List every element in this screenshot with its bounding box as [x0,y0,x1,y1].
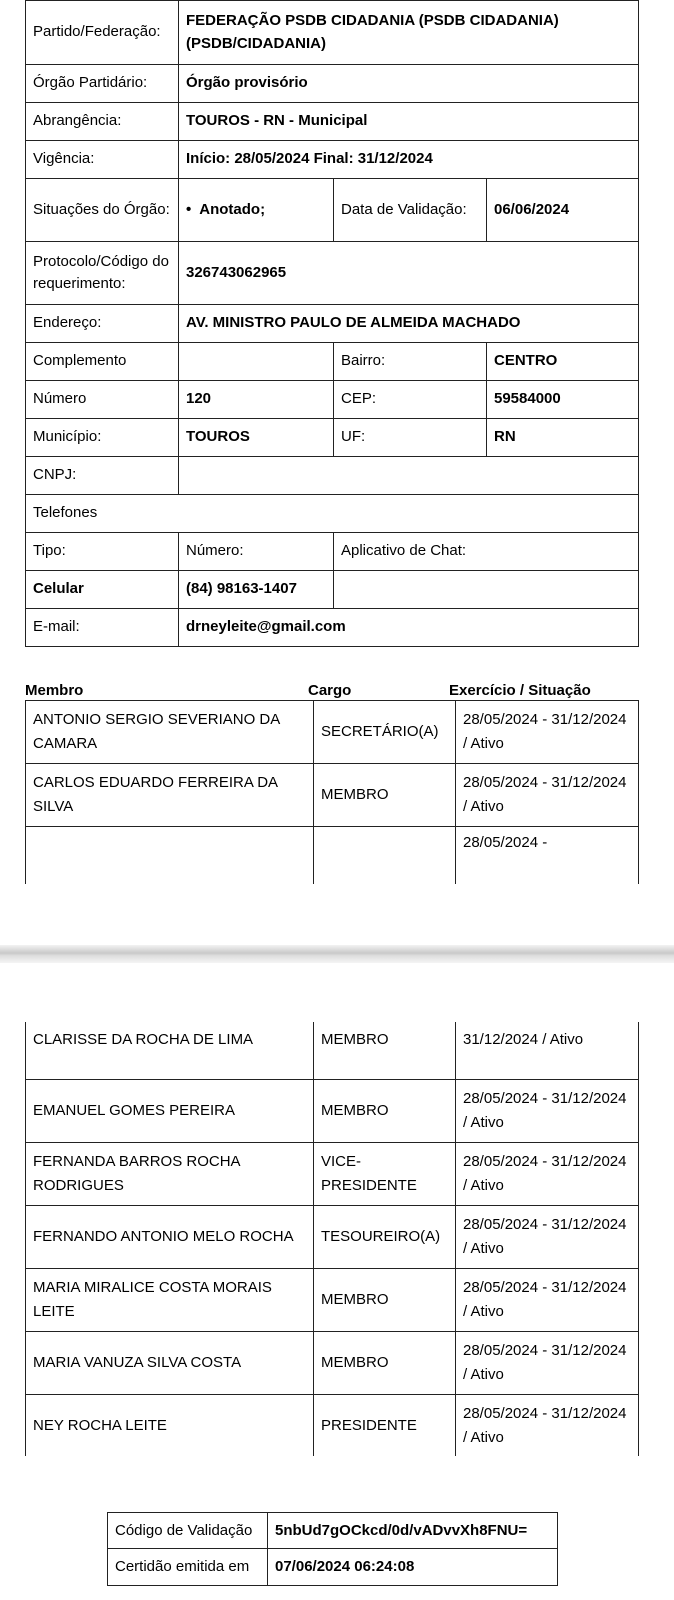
table-row [26,1205,639,1268]
protocolo-value: 326743062965 [179,242,639,305]
table-row [26,1142,639,1205]
member-name: EMANUEL GOMES PEREIRA [26,1079,314,1142]
email-value: drneyleite@gmail.com [179,609,639,647]
tipo-label: Tipo: [26,533,179,571]
data-validacao-label: Data de Validação: [334,179,487,242]
page-divider [0,945,674,963]
situacoes-value [179,179,334,242]
info-row-vigencia [26,141,639,179]
members-table-bottom [25,1022,639,1456]
tel-numero-value: (84) 98163-1407 [179,571,334,609]
chat-label: Aplicativo de Chat: [334,533,639,571]
member-exercicio: 28/05/2024 - 31/12/2024 / Ativo [456,1331,639,1394]
uf-label: UF: [334,419,487,457]
situacoes-value-text: Anotado; [199,200,266,218]
abrangencia-value: TOUROS - RN - Municipal [179,103,639,141]
member-cargo: TESOUREIRO(A) [314,1205,456,1268]
party-info-table [25,0,639,647]
info-row-protocolo [26,242,639,305]
partido-value-line1: FEDERAÇÃO PSDB CIDADANIA (PSDB CIDADANIA) [186,12,559,29]
complemento-value [179,343,334,381]
member-cargo: VICE-PRESIDENTE [314,1142,456,1205]
info-row-complemento [26,343,639,381]
member-exercicio: 28/05/2024 - 31/12/2024 / Ativo [456,764,639,827]
codigo-validacao-value: 5nbUd7gOCkcd/0d/vADvvXh8FNU= [268,1513,558,1549]
members-header-cargo: Cargo [308,682,352,699]
abrangencia-label: Abrangência: [26,103,179,141]
member-name: NEY ROCHA LEITE [26,1394,314,1456]
table-row [26,1268,639,1331]
member-cargo: MEMBRO [314,1331,456,1394]
member-cargo: MEMBRO [314,1268,456,1331]
member-cargo [314,827,456,885]
member-exercicio: 28/05/2024 - 31/12/2024 / Ativo [456,1205,639,1268]
certidao-emitida-label: Certidão emitida em [108,1549,268,1585]
partido-value-line2: (PSDB/CIDADANIA) [186,34,326,52]
orgao-label: Órgão Partidário: [26,65,179,103]
cnpj-label: CNPJ: [26,457,179,495]
info-row-situacoes [26,179,639,242]
member-name: FERNANDA BARROS ROCHA RODRIGUES [26,1142,314,1205]
member-cargo: SECRETÁRIO(A) [314,701,456,764]
bairro-value: CENTRO [487,343,639,381]
info-row-telefones [26,495,639,533]
member-name: MARIA VANUZA SILVA COSTA [26,1331,314,1394]
uf-value: RN [487,419,639,457]
endereco-value: AV. MINISTRO PAULO DE ALMEIDA MACHADO [179,305,639,343]
member-exercicio: 28/05/2024 - 31/12/2024 / Ativo [456,701,639,764]
certidao-emitida-value: 07/06/2024 06:24:08 [268,1549,558,1585]
member-name: CLARISSE DA ROCHA DE LIMA [26,1022,314,1079]
telefones-label: Telefones [26,495,639,533]
members-table-bottom-clip [0,1022,674,1456]
member-exercicio: 28/05/2024 - 31/12/2024 / Ativo [456,1142,639,1205]
member-exercicio: 28/05/2024 - [456,827,639,885]
partido-label: Partido/Federação: [26,1,179,65]
cnpj-value [179,457,639,495]
member-name: CARLOS EDUARDO FERREIRA DA SILVA [26,764,314,827]
info-row-endereco [26,305,639,343]
table-row [26,1022,639,1079]
member-exercicio: 28/05/2024 - 31/12/2024 / Ativo [456,1079,639,1142]
info-row-abrangencia [26,103,639,141]
numero-label: Número [26,381,179,419]
tel-chat-value [334,571,639,609]
member-cargo: MEMBRO [314,764,456,827]
table-row [26,827,639,885]
members-header-exercicio: Exercício / Situação [449,682,591,699]
validation-table [107,1512,558,1586]
cep-value: 59584000 [487,381,639,419]
numero-value: 120 [179,381,334,419]
table-row [26,1394,639,1456]
info-row-orgao [26,65,639,103]
member-cargo: MEMBRO [314,1079,456,1142]
data-validacao-value: 06/06/2024 [487,179,639,242]
members-header-membro: Membro [25,682,84,699]
info-row-tel-header [26,533,639,571]
info-row-partido [26,1,639,65]
partido-value [179,1,639,65]
codigo-validacao-label: Código de Validação [108,1513,268,1549]
vigencia-label: Vigência: [26,141,179,179]
member-exercicio: 28/05/2024 - 31/12/2024 / Ativo [456,1268,639,1331]
member-name: ANTONIO SERGIO SEVERIANO DA CAMARA [26,701,314,764]
cep-label: CEP: [334,381,487,419]
complemento-label: Complemento [26,343,179,381]
municipio-label: Município: [26,419,179,457]
tel-tipo-value: Celular [26,571,179,609]
table-row [26,1331,639,1394]
protocolo-label: Protocolo/Código do requerimento: [26,242,179,305]
member-cargo: MEMBRO [314,1022,456,1079]
table-row [26,1079,639,1142]
endereco-label: Endereço: [26,305,179,343]
member-cargo: PRESIDENTE [314,1394,456,1456]
member-name [26,827,314,885]
info-row-numero [26,381,639,419]
situacoes-label: Situações do Órgão: [26,179,179,242]
info-row-tel-value [26,571,639,609]
bullet-icon: • [186,200,192,218]
members-table-top-clip [0,700,674,884]
municipio-value: TOUROS [179,419,334,457]
member-exercicio: 28/05/2024 - 31/12/2024 / Ativo [456,1394,639,1456]
info-row-cnpj [26,457,639,495]
vigencia-value: Início: 28/05/2024 Final: 31/12/2024 [179,141,639,179]
member-name: FERNANDO ANTONIO MELO ROCHA [26,1205,314,1268]
member-name: MARIA MIRALICE COSTA MORAIS LEITE [26,1268,314,1331]
table-row [26,701,639,764]
validation-row-emitida [108,1549,558,1585]
validation-row-codigo [108,1513,558,1549]
info-row-email [26,609,639,647]
member-exercicio: 31/12/2024 / Ativo [456,1022,639,1079]
email-label: E-mail: [26,609,179,647]
members-header [25,682,638,702]
numero-tel-label: Número: [179,533,334,571]
orgao-value: Órgão provisório [179,65,639,103]
members-table-top [25,700,639,884]
bairro-label: Bairro: [334,343,487,381]
info-row-municipio [26,419,639,457]
table-row [26,764,639,827]
